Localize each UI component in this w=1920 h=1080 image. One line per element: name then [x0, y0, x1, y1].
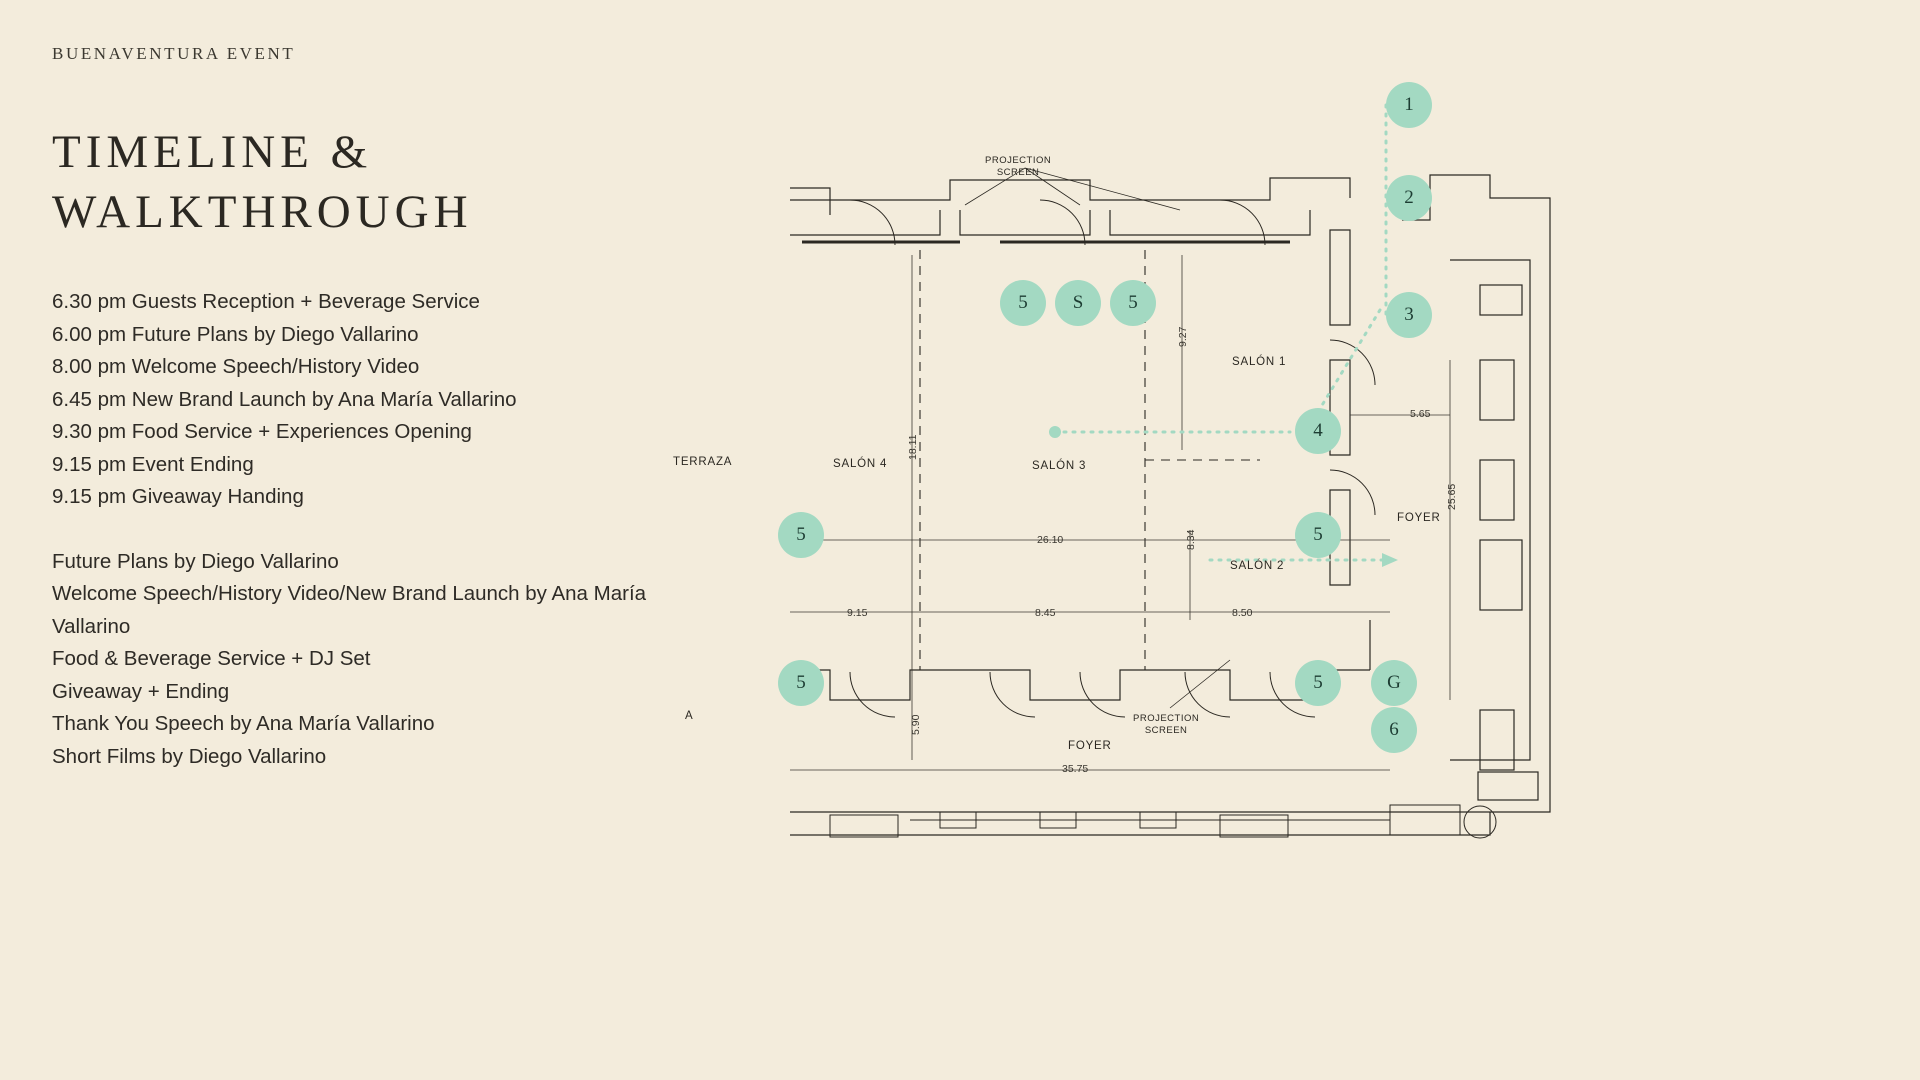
- eyebrow-label: BUENAVENTURA EVENT: [52, 44, 296, 63]
- dimension-label: 9.27: [1177, 326, 1189, 347]
- schedule-list: [52, 286, 792, 514]
- schedule-item-text: New Brand Launch by Ana María Vallarino: [126, 387, 517, 411]
- schedule-item: [52, 416, 792, 449]
- program-item: Thank You Speech by Ana María Vallarino: [52, 712, 435, 736]
- floorplan-drawing: [790, 60, 1890, 1050]
- schedule-item-text: Future Plans by Diego Vallarino: [126, 322, 419, 346]
- program-item: Welcome Speech/History Video/New Brand Launch by Ana María Vallarino: [52, 582, 647, 638]
- floorplan-marker[interactable]: 5: [778, 660, 824, 706]
- room-label: SALÓN 2: [1230, 560, 1285, 572]
- floorplan-marker[interactable]: S: [1055, 280, 1101, 326]
- dimension-label: 5.90: [910, 714, 922, 735]
- schedule-item-time: 6.00 pm: [52, 322, 127, 346]
- program-item: Short Films by Diego Vallarino: [52, 744, 327, 768]
- schedule-item-time: 6.45 pm: [52, 387, 127, 411]
- dimension-label: 26.10: [1037, 534, 1064, 546]
- page-title-line-2: WALKTHROUGH: [52, 186, 473, 239]
- page-title: [52, 122, 792, 242]
- room-label: FOYER: [1068, 740, 1112, 752]
- floorplan-marker[interactable]: 5: [1295, 512, 1341, 558]
- floorplan-marker[interactable]: 1: [1386, 82, 1432, 128]
- floorplan-marker[interactable]: 2: [1386, 175, 1432, 221]
- floorplan-marker[interactable]: 5: [1110, 280, 1156, 326]
- projection-screen-note: PROJECTION SCREEN: [985, 155, 1052, 178]
- schedule-item: [52, 351, 792, 384]
- floorplan-marker[interactable]: 4: [1295, 408, 1341, 454]
- dimension-label: 9.15: [847, 607, 868, 619]
- page-title-line-1: TIMELINE &: [52, 126, 373, 178]
- schedule-item-time: 9.15 pm: [52, 485, 127, 509]
- schedule-item: [52, 384, 792, 417]
- room-label: SALÓN 3: [1032, 460, 1087, 472]
- room-label: A: [685, 710, 694, 722]
- schedule-item-time: 9.15 pm: [52, 452, 127, 476]
- floorplan-marker[interactable]: G: [1371, 660, 1417, 706]
- program-item: Future Plans by Diego Vallarino: [52, 549, 339, 573]
- schedule-item-text: Welcome Speech/History Video: [126, 355, 420, 379]
- room-label: FOYER: [1397, 512, 1441, 524]
- schedule-item-text: Guests Reception + Beverage Service: [126, 290, 480, 314]
- program-item: Giveaway + Ending: [52, 679, 230, 703]
- schedule-item: [52, 481, 792, 514]
- dimension-label: 18.11: [907, 434, 919, 460]
- floorplan-marker[interactable]: 5: [1295, 660, 1341, 706]
- schedule-item: [52, 319, 792, 352]
- dimension-label: 25.65: [1446, 483, 1458, 510]
- room-label: SALÓN 4: [833, 458, 888, 470]
- floorplan-marker[interactable]: 5: [1000, 280, 1046, 326]
- room-label: SALÓN 1: [1232, 356, 1287, 368]
- floorplan-marker[interactable]: 3: [1386, 292, 1432, 338]
- dimension-label: 5.65: [1410, 408, 1431, 420]
- dimension-label: 8.45: [1035, 607, 1056, 619]
- schedule-item-text: Event Ending: [126, 452, 254, 476]
- dimension-label: 8.34: [1185, 529, 1197, 550]
- schedule-item-time: 8.00 pm: [52, 355, 127, 379]
- schedule-item-text: Giveaway Handing: [126, 485, 304, 509]
- text-column: [52, 44, 792, 773]
- floorplan-marker[interactable]: 5: [778, 512, 824, 558]
- schedule-item-text: Food Service + Experiences Opening: [126, 420, 472, 444]
- schedule-item-time: 6.30 pm: [52, 290, 127, 314]
- dimension-label: 8.50: [1232, 607, 1253, 619]
- floorplan: [673, 60, 1890, 1050]
- floorplan-marker[interactable]: 6: [1371, 707, 1417, 753]
- program-list: [52, 546, 702, 774]
- dimension-label: 35.75: [1062, 763, 1089, 775]
- program-item: Food & Beverage Service + DJ Set: [52, 647, 371, 671]
- schedule-item: [52, 286, 792, 319]
- schedule-item-time: 9.30 pm: [52, 420, 127, 444]
- projection-screen-note: PROJECTION SCREEN: [1133, 713, 1200, 736]
- room-label: TERRAZA: [673, 456, 733, 468]
